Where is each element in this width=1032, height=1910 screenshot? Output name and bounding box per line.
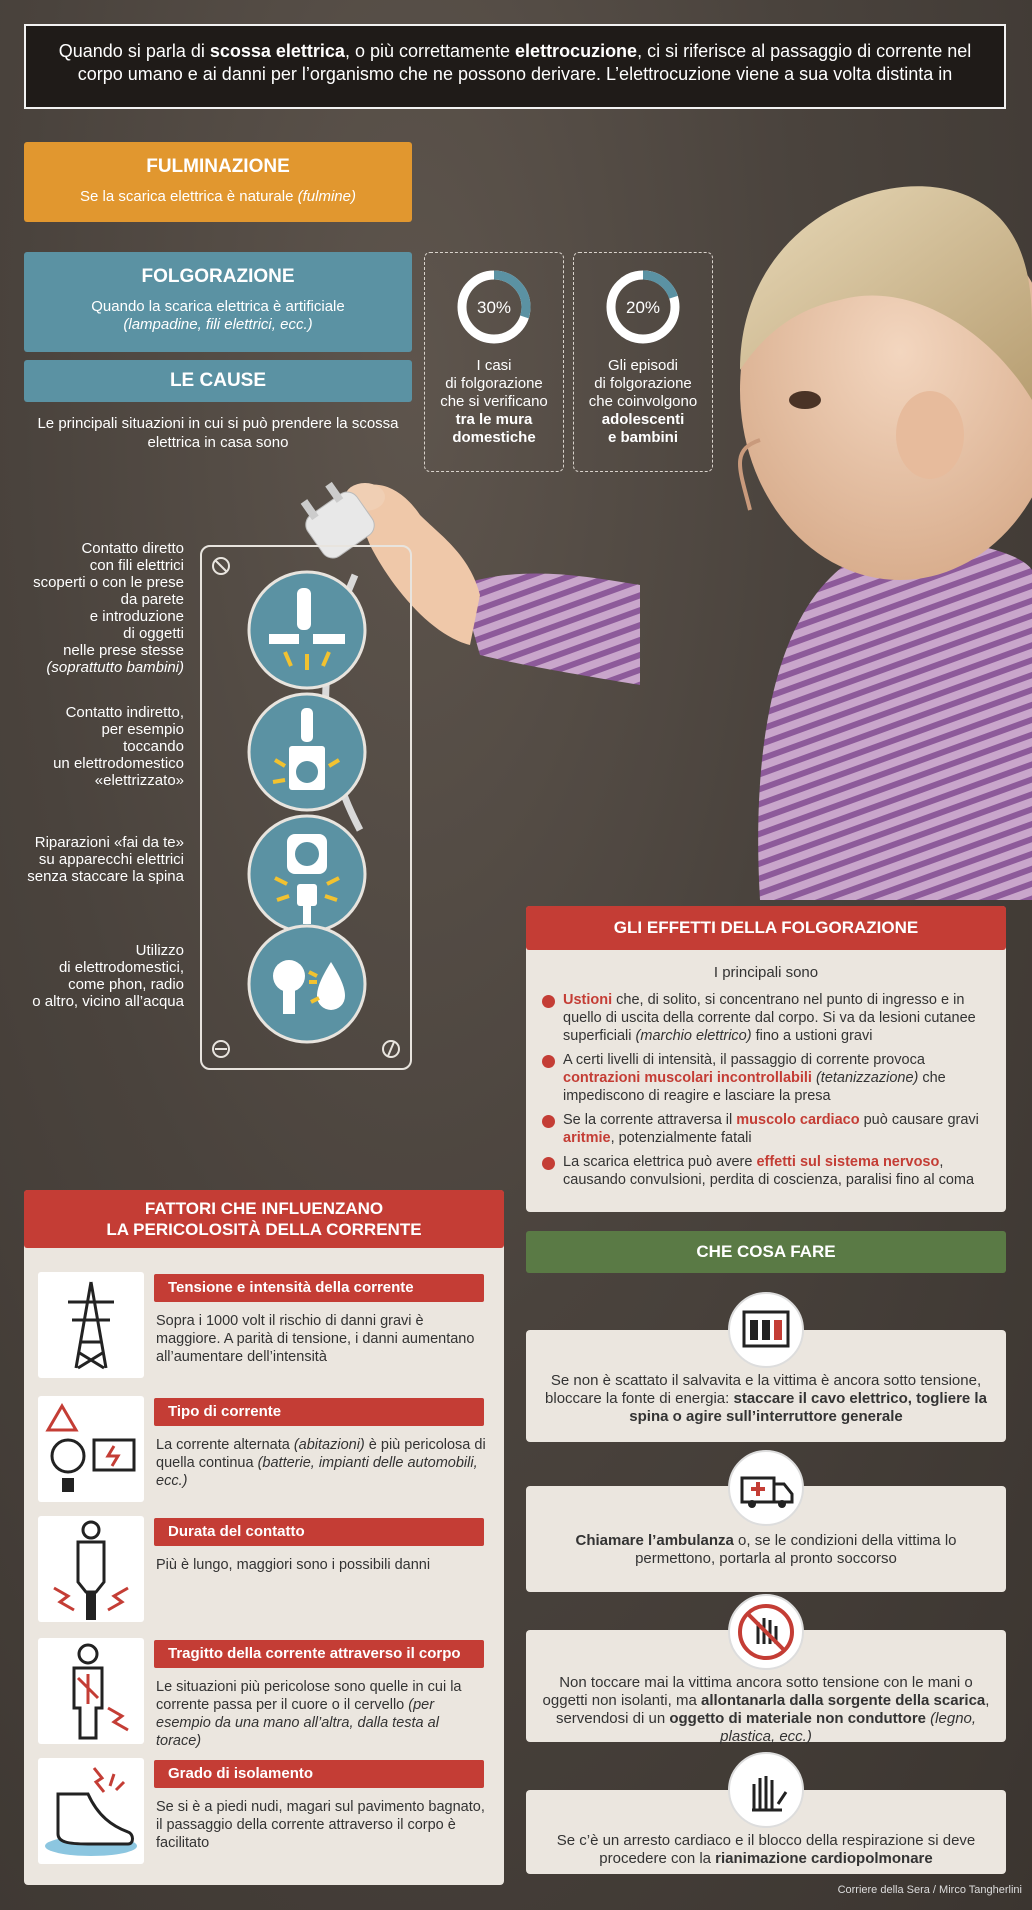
factor-item-path (24, 1638, 504, 1748)
cause-header (24, 360, 412, 402)
factor-text-part: è più pericolosa di quella continua (156, 1437, 486, 1471)
bullet-dot-icon (542, 1055, 555, 1068)
stat-value: 30% (476, 298, 512, 317)
body-path-icon (38, 1638, 144, 1744)
child-illustration (607, 170, 1032, 900)
cause-label-indirect (53, 704, 184, 789)
folgorazione-box (24, 252, 412, 352)
cause-line: o altro, vicino all’acqua (32, 993, 184, 1010)
factor-text-part: La corrente alternata (156, 1437, 294, 1453)
stat-line: di folgorazione (445, 375, 543, 392)
todo-italic: (legno, plastica, ecc.) (720, 1710, 977, 1745)
cause-title: LE CAUSE (169, 370, 267, 391)
stat-line: Gli episodi (607, 357, 679, 374)
effect-text: A certi livelli di intensità, il passaggio di corrente provoca (563, 1052, 925, 1068)
screw-icon (380, 1038, 402, 1060)
effect-red: Ustioni (563, 992, 613, 1008)
bullet-dot-icon (542, 1157, 555, 1170)
factor-italic: (abitazioni) (293, 1437, 365, 1453)
stat-line: che coinvolgono (588, 393, 698, 410)
factor-item-insulation (24, 1758, 504, 1868)
intro-bold-scossa: scossa elettrica (209, 41, 345, 61)
todo-bold: allontanarla dalla sorgente della scarica (700, 1692, 986, 1709)
cause-line: scoperti o con le prese (33, 574, 184, 591)
todo-text: , servendosi di un (555, 1692, 990, 1727)
factor-item-tension (24, 1272, 504, 1382)
effect-item (526, 1153, 1006, 1189)
stat-bold: tra le mura (455, 411, 533, 428)
hands-cpr-icon (728, 1752, 804, 1828)
factors-panel (24, 1190, 504, 1885)
cause-line: nelle prese stesse (63, 642, 184, 659)
hairdryer-water-icon (245, 922, 369, 1046)
factor-text: Sopra i 1000 volt il rischio di danni gravi è maggiore. A parità di tensione, i danni aumentano all’aumentare dell’intensità (156, 1313, 475, 1365)
cause-line: da parete (120, 591, 184, 608)
fulminazione-title: FULMINAZIONE (146, 156, 290, 177)
cause-label-water (32, 942, 184, 1010)
factor-italic: (per esempio da una mano all’altra, dalla testa al torace) (156, 1697, 439, 1749)
effect-item (526, 991, 1006, 1045)
effect-text: La scarica elettrica può avere (563, 1154, 757, 1170)
effect-text: Se la corrente attraversa il (563, 1112, 737, 1128)
stat-bold: e bambini (607, 429, 678, 446)
screw-icon (210, 1038, 232, 1060)
folgorazione-desc: Quando la scarica elettrica è artificiale (91, 298, 345, 315)
cause-line: come phon, radio (68, 976, 184, 993)
todo-text: Se c’è un arresto cardiaco e il blocco della respirazione si deve procedere con la (556, 1832, 976, 1867)
cause-line: su apparecchi elettrici (38, 851, 184, 868)
factor-title: Durata del contatto (154, 1518, 484, 1546)
no-hand-icon (728, 1594, 804, 1670)
stat-line: I casi (476, 357, 512, 374)
factor-item-duration (24, 1516, 504, 1626)
cause-line: toccando (123, 738, 184, 755)
stat-line: di folgorazione (594, 375, 692, 392)
factor-text: Se si è a piedi nudi, magari sul pavimento bagnato, il passaggio della corrente attraverso il corpo è facilitato (156, 1799, 485, 1851)
effects-title: GLI EFFETTI DELLA FOLGORAZIONE (526, 906, 1006, 950)
washing-machine-icon (245, 690, 369, 814)
hand-wire-icon (38, 1516, 144, 1622)
cause-line: «elettrizzato» (94, 772, 184, 789)
donut-30-icon (456, 269, 532, 345)
factor-item-type (24, 1396, 504, 1506)
stat-bold: adolescenti (601, 411, 685, 428)
fulminazione-desc: Se la scarica elettrica è naturale (80, 188, 298, 205)
folgorazione-title: FOLGORAZIONE (141, 266, 295, 287)
factor-title: Grado di isolamento (154, 1760, 484, 1788)
barefoot-icon (38, 1758, 144, 1864)
cause-line: di oggetti (123, 625, 184, 642)
todo-text: Se non è scattato il salvavita e la vittima è ancora sotto tensione, bloccare la fonte di energia: (545, 1372, 982, 1407)
cause-label-diy (27, 834, 184, 885)
intro-text: Quando si parla di (58, 41, 210, 61)
todo-title: CHE COSA FARE (526, 1231, 1006, 1273)
folgorazione-italic: (lampadine, fili elettrici, ecc.) (123, 316, 313, 333)
cause-line: senza staccare la spina (27, 868, 184, 885)
cause-line: Riparazioni «fai da te» (34, 834, 184, 851)
effect-item (526, 1051, 1006, 1105)
cause-line: Contatto diretto (81, 540, 184, 557)
cause-line: per esempio (101, 721, 184, 738)
battery-socket-icon (38, 1396, 144, 1502)
cause-line: di elettrodomestici, (58, 959, 184, 976)
cause-line: e introduzione (89, 608, 184, 625)
todo-bold: staccare il cavo elettrico, togliere la spina o agire sull’interruttore generale (629, 1390, 987, 1425)
intro-text-mid: , o più correttamente (344, 41, 516, 61)
finger-socket-icon (245, 568, 369, 692)
effect-text: che, di solito, si concentrano nel punto di ingresso e in quello di uscita della corrente dal corpo. Si va da lesioni cutanee superficiali (563, 992, 976, 1044)
effects-subtitle: I principali sono (713, 964, 819, 981)
stat-bold: domestiche (452, 429, 536, 446)
fulminazione-italic: (fulmine) (297, 188, 356, 205)
bullet-dot-icon (542, 1115, 555, 1128)
effect-italic: (tetanizzazione) (811, 1070, 919, 1086)
effect-red: contrazioni muscolari incontrollabili (563, 1070, 812, 1086)
effect-text: può causare gravi (859, 1112, 979, 1128)
effect-red: effetti sul sistema nervoso (756, 1154, 940, 1170)
cause-line-italic: (soprattutto bambini) (46, 659, 184, 676)
effect-text: , potenzialmente fatali (610, 1130, 752, 1146)
effect-text: che impediscono di reagire e lasciare la presa (563, 1070, 946, 1104)
cause-line: con fili elettrici (89, 557, 184, 574)
factor-text (156, 1436, 486, 1490)
cause-line: Utilizzo (135, 942, 184, 959)
todo-bold: Chiamare l’ambulanza (575, 1532, 734, 1549)
factor-title: Tensione e intensità della corrente (154, 1274, 484, 1302)
effect-red: muscolo cardiaco (736, 1112, 860, 1128)
effect-text: , causando convulsioni, perdita di coscienza, paralisi fino al coma (563, 1154, 975, 1188)
cause-line: un elettrodomestico (53, 755, 184, 772)
stat-text (425, 357, 563, 447)
cause-subtitle: Le principali situazioni in cui si può prendere la scossa elettrica in casa sono (37, 415, 399, 451)
todo-bold: oggetto di materiale non conduttore (669, 1710, 927, 1727)
factor-text (156, 1678, 486, 1750)
pylon-icon (38, 1272, 144, 1378)
factor-title: Tipo di corrente (154, 1398, 484, 1426)
factor-text-part: Le situazioni più pericolose sono quelle in cui la corrente passa per il cuore o il cervello (156, 1679, 462, 1713)
plug-socket-icon (245, 812, 369, 936)
todo-text: Non toccare mai la vittima ancora sotto tensione con le mani o oggetti non isolanti, ma (542, 1674, 973, 1709)
ambulance-icon (728, 1450, 804, 1526)
stat-line: che si verificano (440, 393, 548, 410)
todo-text: o, se le condizioni della vittima lo permettono, portarla al pronto soccorso (635, 1532, 957, 1567)
factor-text: Più è lungo, maggiori sono i possibili danni (156, 1557, 431, 1573)
effect-red: aritmie (563, 1130, 611, 1146)
factors-title-line: LA PERICOLOSITÀ DELLA CORRENTE (106, 1220, 422, 1239)
todo-bold: rianimazione cardiopolmonare (715, 1850, 933, 1867)
effects-panel (526, 906, 1006, 1212)
breaker-panel-icon (728, 1292, 804, 1368)
stat-box-domestic (424, 252, 564, 472)
effect-text: fino a ustioni gravi (751, 1028, 873, 1044)
credit: Corriere della Sera / Mirco Tangherlini (837, 1884, 1022, 1896)
factors-title (24, 1190, 504, 1248)
effect-italic: (marchio elettrico) (635, 1028, 752, 1044)
screw-icon (210, 555, 232, 577)
effect-item (526, 1111, 1006, 1147)
intro-box (24, 24, 1006, 109)
bullet-dot-icon (542, 995, 555, 1008)
factor-italic: (batterie, impianti delle automobili, ecc.) (156, 1455, 478, 1489)
cause-label-direct (33, 540, 184, 676)
factor-title: Tragitto della corrente attraverso il corpo (154, 1640, 484, 1668)
intro-text-end: , ci si riferisce al passaggio di corrente nel corpo umano e ai danni per l’organismo che ne possono derivare. L’elettrocuzione viene a sua volta distinta in (77, 41, 972, 84)
folgorazione-text (24, 298, 412, 334)
fulminazione-box (24, 142, 412, 222)
cause-line: Contatto indiretto, (65, 704, 184, 721)
intro-bold-elettrocuzione: elettrocuzione (515, 41, 638, 61)
fulminazione-text (24, 188, 412, 206)
factors-title-line: FATTORI CHE INFLUENZANO (144, 1199, 384, 1218)
stat-value: 20% (625, 298, 661, 317)
